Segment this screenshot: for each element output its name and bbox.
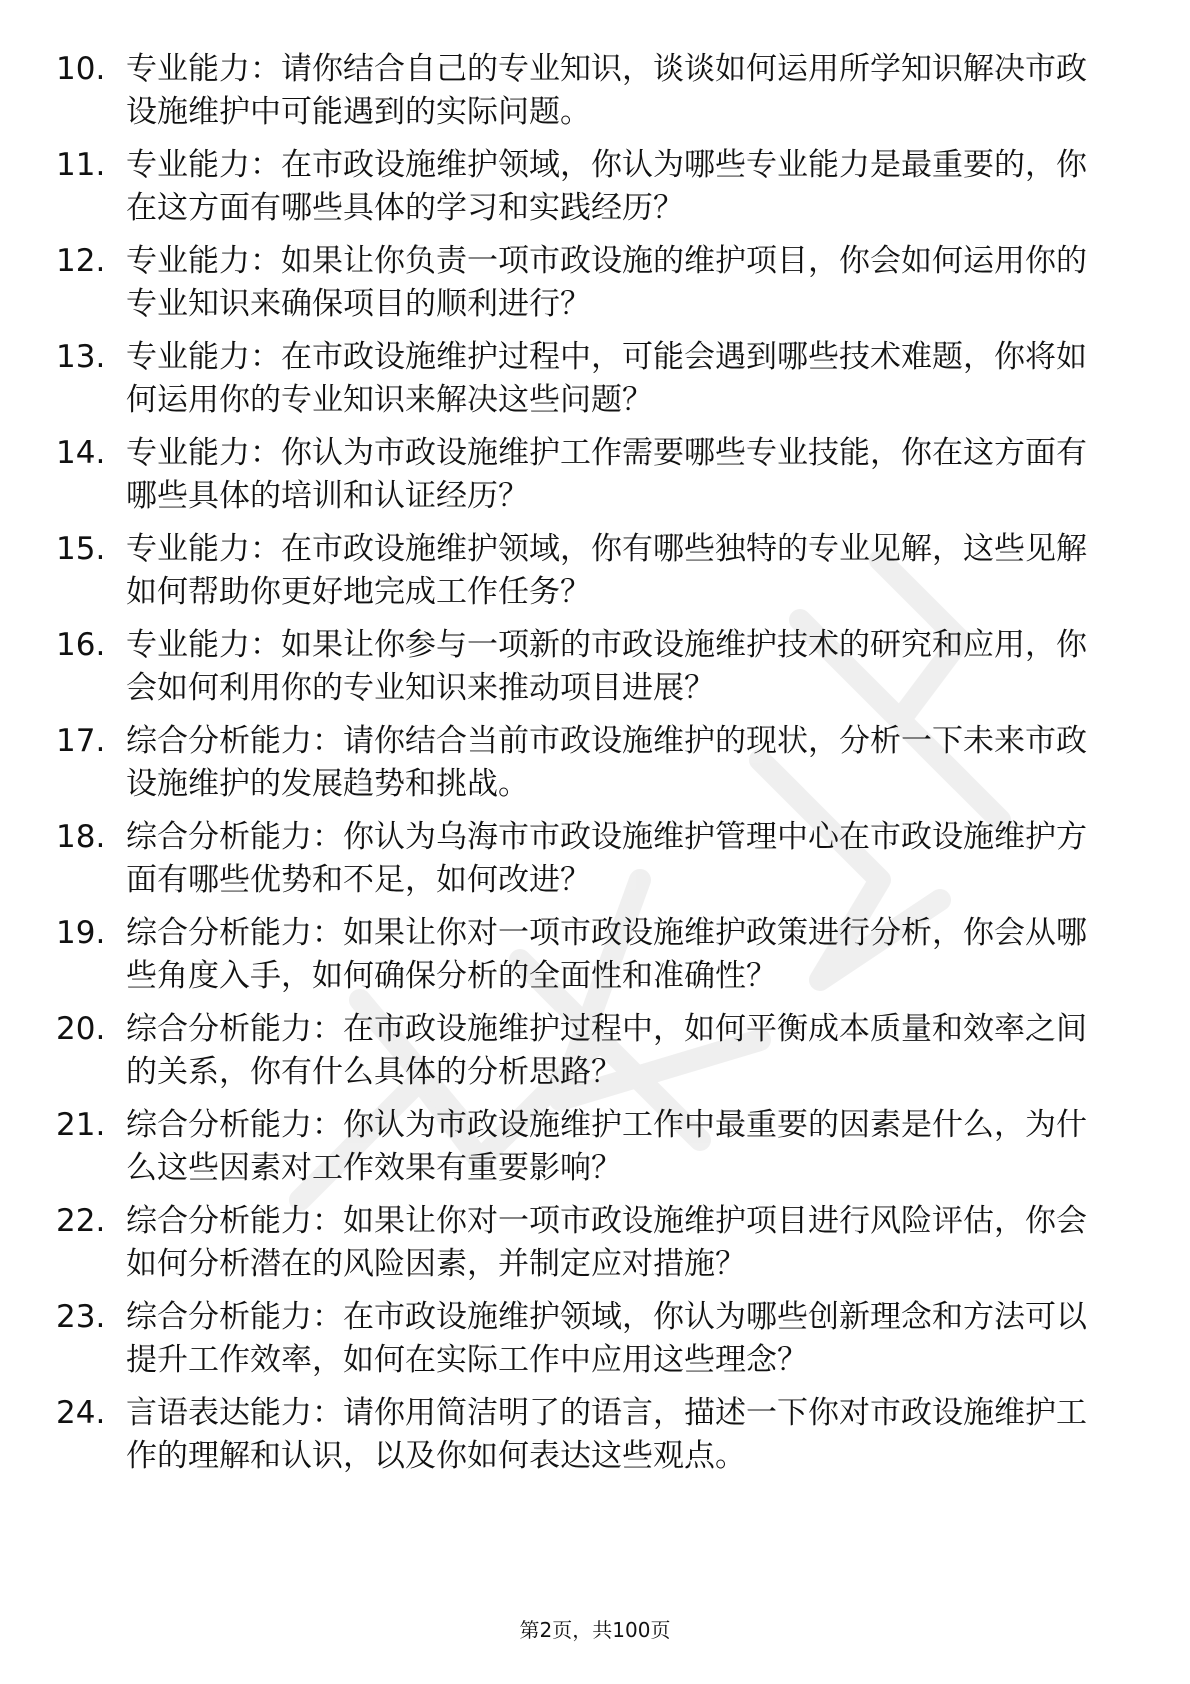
question-text: 专业能力：请你结合自己的专业知识，谈谈如何运用所学知识解决市政设施维护中可能遇到的实际问题。 [126, 51, 1087, 130]
question-text: 专业能力：在市政设施维护过程中，可能会遇到哪些技术难题，你将如何运用你的专业知识来解决这些问题？ [126, 339, 1087, 418]
question-text: 综合分析能力：你认为乌海市市政设施维护管理中心在市政设施维护方面有哪些优势和不足，如何改进？ [126, 819, 1087, 898]
question-text: 综合分析能力：如果让你对一项市政设施维护项目进行风险评估，你会如何分析潜在的风险因素，并制定应对措施？ [126, 1203, 1087, 1282]
question-item [56, 720, 1096, 806]
question-text: 综合分析能力：你认为市政设施维护工作中最重要的因素是什么，为什么这些因素对工作效果有重要影响？ [126, 1107, 1087, 1186]
question-number: 23. [56, 1299, 106, 1335]
question-number: 14. [56, 435, 106, 471]
question-item [56, 240, 1096, 326]
question-item [56, 816, 1096, 902]
question-number: 17. [56, 723, 106, 759]
question-text: 专业能力：在市政设施维护领域，你有哪些独特的专业见解，这些见解如何帮助你更好地完成工作任务？ [126, 531, 1087, 610]
question-item [56, 1392, 1096, 1478]
question-list [56, 48, 1096, 1488]
question-item [56, 48, 1096, 134]
question-number: 19. [56, 915, 106, 951]
question-item [56, 624, 1096, 710]
page-number-footer: 第2页，共100页 [519, 1618, 671, 1642]
question-item [56, 912, 1096, 998]
question-text: 言语表达能力：请你用简洁明了的语言，描述一下你对市政设施维护工作的理解和认识，以及你如何表达这些观点。 [126, 1395, 1087, 1474]
question-number: 11. [56, 147, 106, 183]
question-number: 24. [56, 1395, 106, 1431]
question-number: 16. [56, 627, 106, 663]
question-item [56, 432, 1096, 518]
question-text: 综合分析能力：在市政设施维护领域，你认为哪些创新理念和方法可以提升工作效率，如何在实际工作中应用这些理念？ [126, 1299, 1087, 1378]
question-number: 13. [56, 339, 106, 375]
question-text: 综合分析能力：在市政设施维护过程中，如何平衡成本质量和效率之间的关系，你有什么具体的分析思路？ [126, 1011, 1087, 1090]
question-item [56, 1296, 1096, 1382]
question-item [56, 528, 1096, 614]
question-text: 综合分析能力：请你结合当前市政设施维护的现状，分析一下未来市政设施维护的发展趋势和挑战。 [126, 723, 1087, 802]
question-item [56, 1008, 1096, 1094]
question-number: 18. [56, 819, 106, 855]
question-number: 10. [56, 51, 106, 87]
question-number: 21. [56, 1107, 106, 1143]
question-item [56, 144, 1096, 230]
question-item [56, 336, 1096, 422]
question-text: 专业能力：如果让你参与一项新的市政设施维护技术的研究和应用，你会如何利用你的专业知识来推动项目进展？ [126, 627, 1087, 706]
question-text: 专业能力：你认为市政设施维护工作需要哪些专业技能，你在这方面有哪些具体的培训和认证经历？ [126, 435, 1087, 514]
question-item [56, 1104, 1096, 1190]
question-number: 22. [56, 1203, 106, 1239]
question-number: 20. [56, 1011, 106, 1047]
question-item [56, 1200, 1096, 1286]
question-text: 综合分析能力：如果让你对一项市政设施维护政策进行分析，你会从哪些角度入手，如何确保分析的全面性和准确性？ [126, 915, 1087, 994]
question-number: 12. [56, 243, 106, 279]
question-number: 15. [56, 531, 106, 567]
question-text: 专业能力：如果让你负责一项市政设施的维护项目，你会如何运用你的专业知识来确保项目的顺利进行？ [126, 243, 1087, 322]
question-text: 专业能力：在市政设施维护领域，你认为哪些专业能力是最重要的，你在这方面有哪些具体的学习和实践经历？ [126, 147, 1087, 226]
